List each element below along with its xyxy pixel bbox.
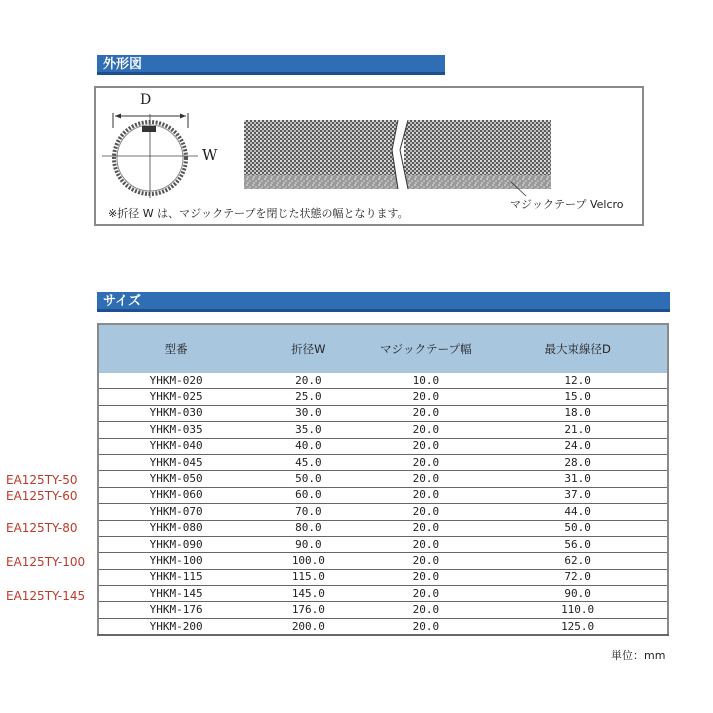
- cell-max-diameter: 125.0: [488, 618, 668, 635]
- width-note: ※折径 W は、マジックテープを閉じた状態の幅となります。: [108, 207, 409, 220]
- cell-velcro-width: 20.0: [364, 389, 489, 405]
- table-header-row: [98, 324, 668, 373]
- cell-fold-width: 40.0: [253, 438, 363, 454]
- cell-fold-width: 176.0: [253, 602, 363, 618]
- cell-max-diameter: 72.0: [488, 569, 668, 585]
- table-row: [98, 602, 668, 618]
- cell-velcro-width: 20.0: [364, 602, 489, 618]
- cell-velcro-width: 10.0: [364, 373, 489, 389]
- side-label-ea125ty-100: EA125TY-100: [6, 555, 86, 569]
- header-model: 型番: [98, 324, 253, 373]
- table-row: [98, 553, 668, 569]
- cell-model: YHKM-035: [98, 422, 253, 438]
- table-row: [98, 422, 668, 438]
- header-velcro-width: マジックテープ幅: [364, 324, 489, 373]
- cell-max-diameter: 56.0: [488, 536, 668, 552]
- cell-fold-width: 145.0: [253, 586, 363, 602]
- side-label-ea125ty-145: EA125TY-145: [6, 589, 86, 603]
- cell-velcro-width: 20.0: [364, 454, 489, 470]
- sleeve-strip-diagram: [244, 120, 551, 196]
- cell-fold-width: 200.0: [253, 618, 363, 635]
- cell-model: YHKM-145: [98, 586, 253, 602]
- cell-fold-width: 20.0: [253, 373, 363, 389]
- header-max-bundle-diameter: 最大束線径D: [488, 324, 668, 373]
- cell-model: YHKM-115: [98, 569, 253, 585]
- size-section-header: [97, 292, 670, 312]
- table-row: [98, 405, 668, 421]
- header-fold-width: 折径W: [253, 324, 363, 373]
- cell-velcro-width: 20.0: [364, 405, 489, 421]
- table-row: [98, 438, 668, 454]
- cell-max-diameter: 12.0: [488, 373, 668, 389]
- size-table: [97, 323, 669, 636]
- cell-fold-width: 100.0: [253, 553, 363, 569]
- table-row: [98, 586, 668, 602]
- cell-model: YHKM-100: [98, 553, 253, 569]
- table-row: [98, 373, 668, 389]
- side-label-ea125ty-80: EA125TY-80: [6, 521, 78, 535]
- cell-fold-width: 30.0: [253, 405, 363, 421]
- table-row: [98, 487, 668, 503]
- table-row: [98, 569, 668, 585]
- cell-fold-width: 25.0: [253, 389, 363, 405]
- cell-max-diameter: 90.0: [488, 586, 668, 602]
- cell-fold-width: 50.0: [253, 471, 363, 487]
- diameter-label: D: [140, 92, 152, 108]
- size-section-title: サイズ: [103, 294, 141, 309]
- cell-max-diameter: 44.0: [488, 504, 668, 520]
- cell-fold-width: 90.0: [253, 536, 363, 552]
- cell-model: YHKM-080: [98, 520, 253, 536]
- cell-model: YHKM-070: [98, 504, 253, 520]
- cell-max-diameter: 24.0: [488, 438, 668, 454]
- cell-model: YHKM-060: [98, 487, 253, 503]
- cell-velcro-width: 20.0: [364, 471, 489, 487]
- cell-model: YHKM-025: [98, 389, 253, 405]
- cell-velcro-width: 20.0: [364, 487, 489, 503]
- cell-model: YHKM-045: [98, 454, 253, 470]
- cell-model: YHKM-176: [98, 602, 253, 618]
- outline-section-header: [97, 55, 445, 75]
- cell-max-diameter: 31.0: [488, 471, 668, 487]
- cell-velcro-width: 20.0: [364, 520, 489, 536]
- side-label-ea125ty-60: EA125TY-60: [6, 489, 78, 503]
- cell-max-diameter: 62.0: [488, 553, 668, 569]
- cell-max-diameter: 50.0: [488, 520, 668, 536]
- width-label: W: [202, 146, 218, 164]
- unit-label: 単位：mm: [611, 649, 666, 662]
- cell-max-diameter: 15.0: [488, 389, 668, 405]
- cell-max-diameter: 28.0: [488, 454, 668, 470]
- velcro-label: マジックテープ Velcro: [510, 198, 624, 211]
- cell-fold-width: 60.0: [253, 487, 363, 503]
- outline-section-title: 外形図: [103, 57, 143, 72]
- cell-velcro-width: 20.0: [364, 422, 489, 438]
- cell-model: YHKM-200: [98, 618, 253, 635]
- cell-velcro-width: 20.0: [364, 536, 489, 552]
- table-row: [98, 389, 668, 405]
- cell-fold-width: 80.0: [253, 520, 363, 536]
- table-row: [98, 471, 668, 487]
- table-row: [98, 454, 668, 470]
- cell-model: YHKM-040: [98, 438, 253, 454]
- cross-section-diagram: [102, 113, 198, 198]
- cell-velcro-width: 20.0: [364, 553, 489, 569]
- cell-max-diameter: 21.0: [488, 422, 668, 438]
- cell-max-diameter: 18.0: [488, 405, 668, 421]
- cell-velcro-width: 20.0: [364, 504, 489, 520]
- cell-model: YHKM-030: [98, 405, 253, 421]
- cell-velcro-width: 20.0: [364, 569, 489, 585]
- table-row: [98, 618, 668, 635]
- cell-model: YHKM-090: [98, 536, 253, 552]
- cell-fold-width: 35.0: [253, 422, 363, 438]
- cell-model: YHKM-050: [98, 471, 253, 487]
- cell-velcro-width: 20.0: [364, 438, 489, 454]
- side-label-ea125ty-50: EA125TY-50: [6, 473, 78, 487]
- cell-fold-width: 115.0: [253, 569, 363, 585]
- cell-velcro-width: 20.0: [364, 618, 489, 635]
- cell-velcro-width: 20.0: [364, 586, 489, 602]
- cell-fold-width: 45.0: [253, 454, 363, 470]
- cell-max-diameter: 37.0: [488, 487, 668, 503]
- table-row: [98, 520, 668, 536]
- cell-max-diameter: 110.0: [488, 602, 668, 618]
- cell-fold-width: 70.0: [253, 504, 363, 520]
- table-row: [98, 504, 668, 520]
- cell-model: YHKM-020: [98, 373, 253, 389]
- table-row: [98, 536, 668, 552]
